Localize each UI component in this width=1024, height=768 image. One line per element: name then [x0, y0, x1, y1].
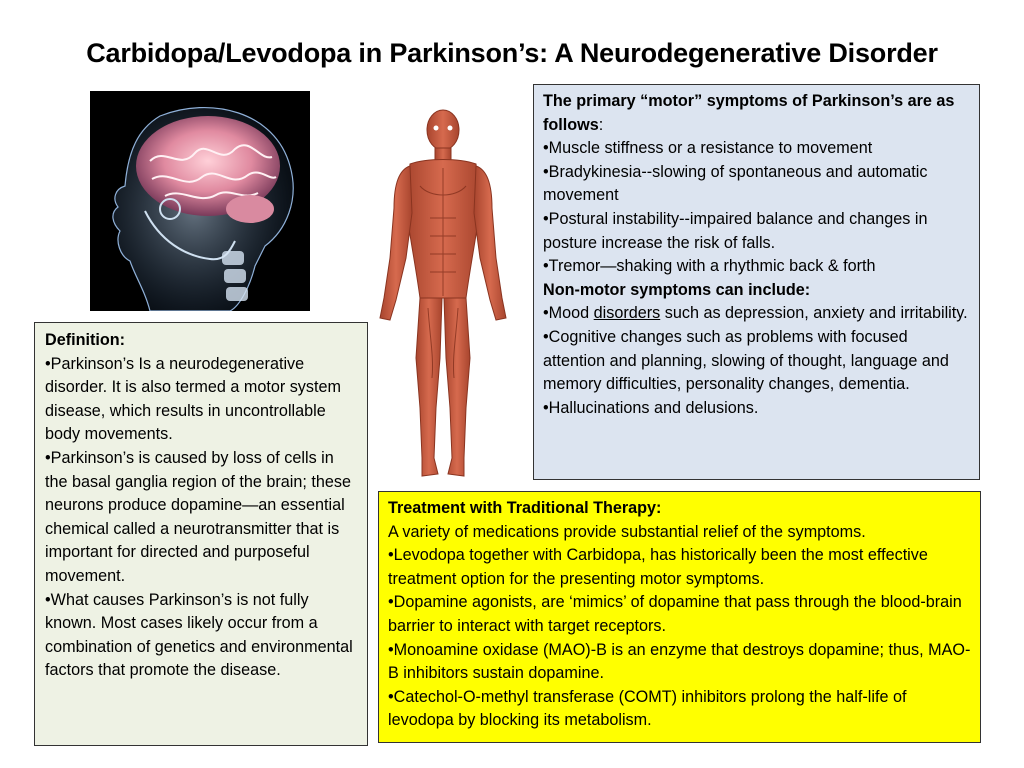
muscular-body-illustration — [372, 108, 514, 484]
motor-symptoms-heading: The primary “motor” symptoms of Parkinson’s are as follows — [543, 92, 955, 134]
nonmotor-symptom-3: •Hallucinations and delusions. — [543, 398, 759, 417]
treatment-panel — [378, 491, 981, 743]
treatment-heading: Treatment with Traditional Therapy: — [388, 499, 662, 517]
motor-symptom-1: •Muscle stiffness or a resistance to movement — [543, 139, 873, 158]
treatment-bullet-2: •Dopamine agonists, are ‘mimics’ of dopamine that pass through the blood-brain barrier to interact with target receptors. — [388, 593, 962, 635]
nonmotor-symptoms-heading: Non-motor symptoms can include: — [543, 280, 811, 299]
mood-suffix: such as depression, anxiety and irritability. — [660, 304, 968, 323]
motor-symptom-2: •Bradykinesia--slowing of spontaneous and automatic movement — [543, 162, 928, 205]
treatment-bullet-4: •Catechol-O-methyl transferase (COMT) inhibitors prolong the half-life of levodopa by blocking its metabolism. — [388, 687, 907, 730]
mood-prefix: •Mood — [543, 304, 594, 323]
brain-skull-illustration — [90, 91, 310, 311]
definition-heading: Definition: — [45, 331, 126, 349]
motor-symptoms-heading-colon: : — [598, 115, 604, 134]
human-muscular-anatomy-figure — [372, 108, 514, 484]
brain-skull-xray-image — [90, 91, 310, 311]
symptoms-panel — [533, 84, 980, 480]
definition-bullet-3: •What causes Parkinson’s is not fully known. Most cases likely occur from a combination of genetics and environmental factors that promote the disease. — [45, 590, 353, 680]
slide-title: Carbidopa/Levodopa in Parkinson’s: A Neurodegenerative Disorder — [86, 38, 938, 68]
treatment-bullet-1: •Levodopa together with Carbidopa, has historically been the most effective treatment option for the presenting motor symptoms. — [388, 546, 928, 588]
motor-symptom-3: •Postural instability--impaired balance and changes in posture increase the risk of falls. — [543, 209, 928, 252]
disorders-link[interactable]: disorders — [593, 304, 661, 323]
treatment-intro: A variety of medications provide substantial relief of the symptoms. — [388, 522, 866, 541]
nonmotor-symptom-mood — [543, 302, 971, 326]
motor-symptoms-heading-line — [543, 90, 971, 137]
definition-bullet-2: •Parkinson’s is caused by loss of cells in the basal ganglia region of the brain; these neurons produce dopamine—an essential chemical called a neurotransmitter that is important for directed and purposeful movement. — [45, 448, 351, 585]
definition-panel — [34, 322, 368, 746]
nonmotor-symptom-2: •Cognitive changes such as problems with focused attention and planning, slowing of thought, language and memory difficulties, personality changes, dementia. — [543, 327, 949, 394]
definition-bullet-1: •Parkinson’s Is a neurodegenerative disorder. It is also termed a motor system disease, which results in uncontrollable body movements. — [45, 354, 341, 444]
treatment-bullet-3: •Monoamine oxidase (MAO)-B is an enzyme that destroys dopamine; thus, MAO-B inhibitors sustain dopamine. — [388, 640, 971, 683]
motor-symptom-4: •Tremor—shaking with a rhythmic back & forth — [543, 257, 876, 276]
